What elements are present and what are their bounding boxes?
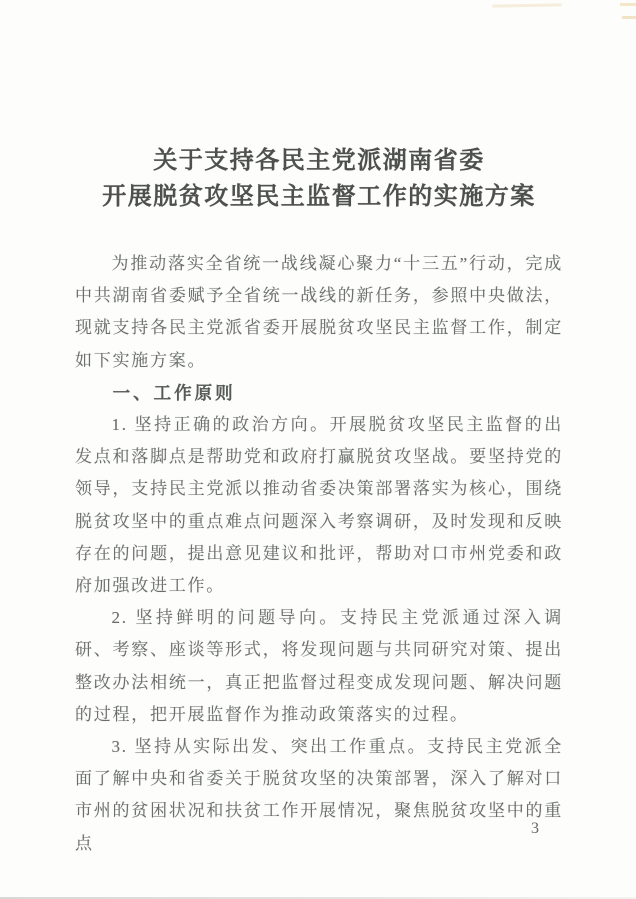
scan-artifact-corner-line-2 [622,16,636,19]
document-body [75,248,563,860]
title-line-2: 开展脱贫攻坚民主监督工作的实施方案 [102,184,536,210]
intro-paragraph: 为推动落实全省统一战线凝心聚力“十三五”行动，完成中共湖南省委赋予全省统一战线的新任务，参照中央做法，现就支持各民主党派省委开展脱贫攻坚民主监督工作，制定如下实施方案。 [75,254,563,370]
section-heading: 一、工作原则 [112,382,236,403]
title-line-1: 关于支持各民主党派湖南省委 [153,148,485,174]
document-title [75,143,563,215]
principle-paragraph-2: 2. 坚持鲜明的问题导向。支持民主党派通过深入调研、考察、座谈等形式，将发现问题与共同研究对策、提出整改办法相统一，真正把监督过程变成发现问题、解决问题的过程，把开展监督作为推动政策落实的过程。 [75,608,563,724]
document-content [75,143,563,860]
scan-artifact-top-right [492,3,562,7]
principle-paragraph-1: 1. 坚持正确的政治方向。开展脱贫攻坚民主监督的出发点和落脚点是帮助党和政府打赢脱贫攻坚战。要坚持党的领导，支持民主党派以推动省委决策部署落实为核心，围绕脱贫攻坚中的重点难点问题深入考察调研，及时发现和反映存在的问题，提出意见建议和批评，帮助对口市州党委和政府加强改进工作。 [75,415,563,596]
scan-artifact-corner-line [620,3,636,6]
page-number: 3 [531,820,539,837]
principle-paragraph-3: 3. 坚持从实际出发、突出工作重点。支持民主党派全面了解中央和省委关于脱贫攻坚的决策部署，深入了解对口市州的贫困状况和扶贫工作开展情况，聚焦脱贫攻坚中的重点 [75,737,563,853]
